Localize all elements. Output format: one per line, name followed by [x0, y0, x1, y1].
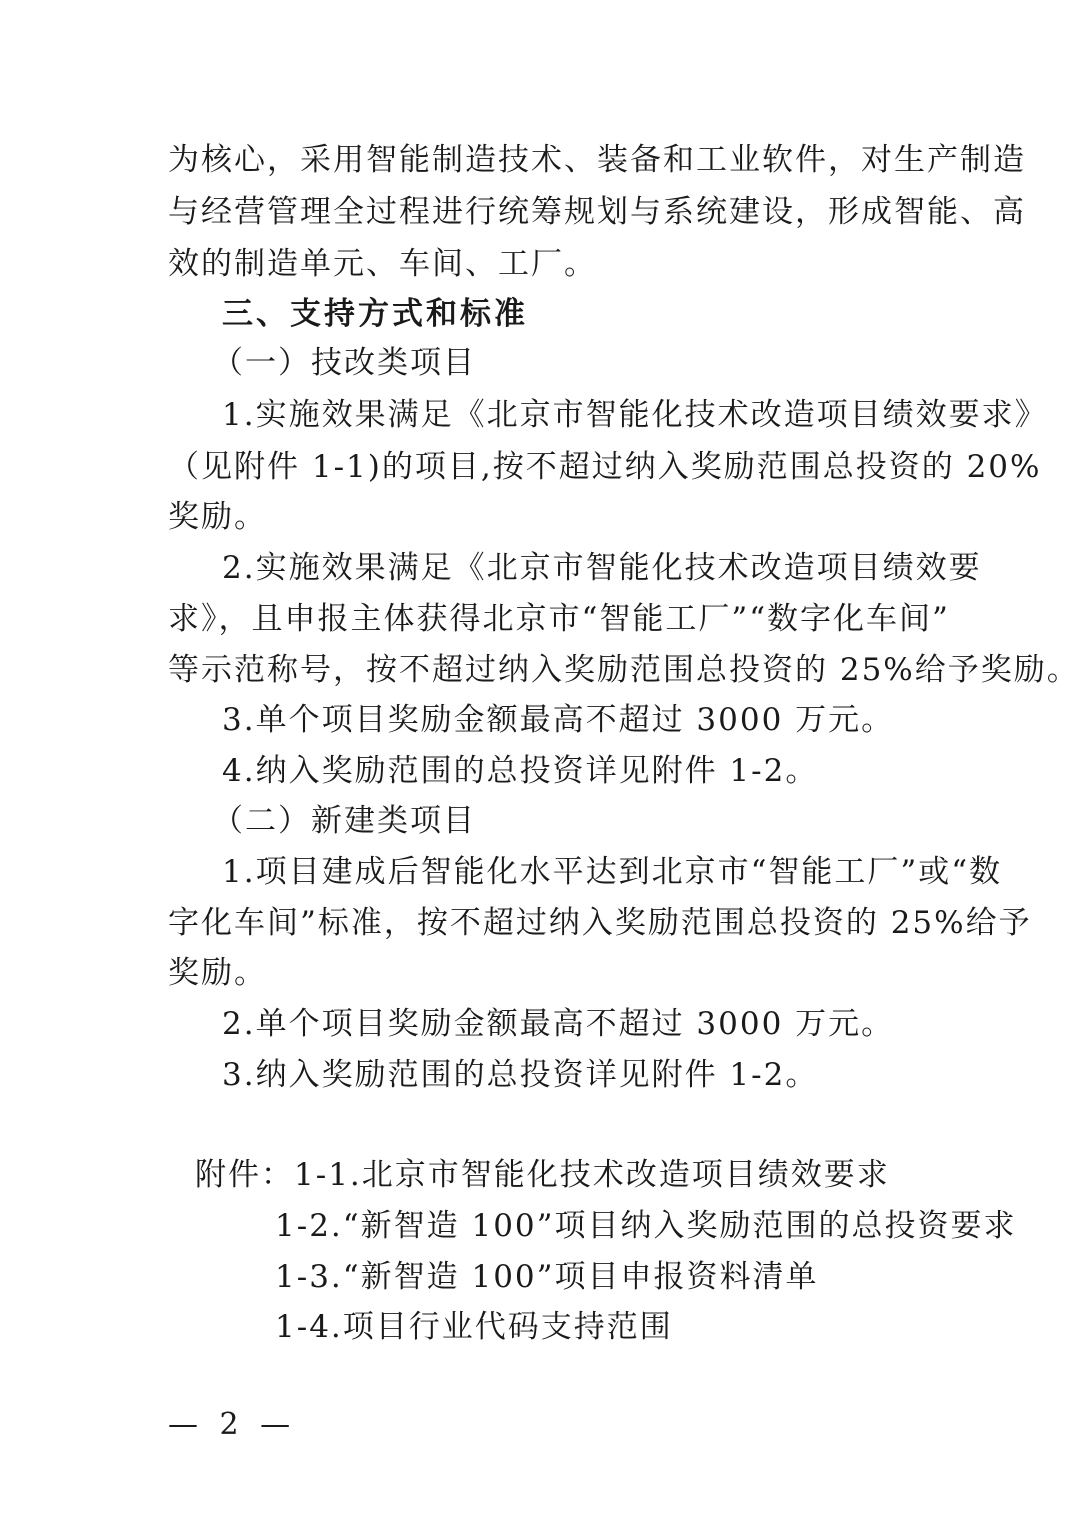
- paragraph-line: 1.项目建成后智能化水平达到北京市“智能工厂”或“数: [222, 854, 1003, 890]
- attachment-item: 1-2.“新智造 100”项目纳入奖励范围的总投资要求: [275, 1208, 1017, 1244]
- paragraph-line: 求》，且申报主体获得北京市“智能工厂”“数字化车间”: [168, 601, 950, 637]
- subsection-heading: （二）新建类项目: [212, 803, 476, 839]
- paragraph-line: （见附件 1-1)的项目,按不超过纳入奖励范围总投资的 20%: [168, 449, 1042, 485]
- attachment-label-line: 附件：1-1.北京市智能化技术改造项目绩效要求: [195, 1157, 890, 1193]
- paragraph-line: 奖励。: [168, 955, 267, 991]
- paragraph-line: 奖励。: [168, 499, 267, 535]
- attachment-item: 1-3.“新智造 100”项目申报资料清单: [275, 1259, 819, 1295]
- paragraph-line: 4.纳入奖励范围的总投资详见附件 1-2。: [222, 753, 819, 789]
- paragraph-line: 效的制造单元、车间、工厂。: [168, 246, 597, 282]
- paragraph-line: 1.实施效果满足《北京市智能化技术改造项目绩效要求》: [222, 397, 1048, 433]
- paragraph-line: 2.实施效果满足《北京市智能化技术改造项目绩效要: [222, 550, 982, 586]
- paragraph-line: 与经营管理全过程进行统筹规划与系统建设，形成智能、高: [168, 194, 1026, 230]
- page-number: — 2 —: [168, 1407, 297, 1442]
- attachment-item: 1-4.项目行业代码支持范围: [275, 1309, 673, 1345]
- section-heading: 三、支持方式和标准: [222, 296, 528, 332]
- subsection-heading: （一）技改类项目: [212, 345, 476, 381]
- paragraph-line: 3.单个项目奖励金额最高不超过 3000 万元。: [222, 702, 895, 738]
- paragraph-line: 为核心，采用智能制造技术、装备和工业软件，对生产制造: [168, 142, 1026, 178]
- paragraph-line: 字化车间”标准，按不超过纳入奖励范围总投资的 25%给予: [168, 905, 1032, 941]
- paragraph-line: 等示范称号，按不超过纳入奖励范围总投资的 25%给予奖励。: [168, 652, 1080, 688]
- paragraph-line: 3.纳入奖励范围的总投资详见附件 1-2。: [222, 1057, 819, 1093]
- paragraph-line: 2.单个项目奖励金额最高不超过 3000 万元。: [222, 1006, 895, 1042]
